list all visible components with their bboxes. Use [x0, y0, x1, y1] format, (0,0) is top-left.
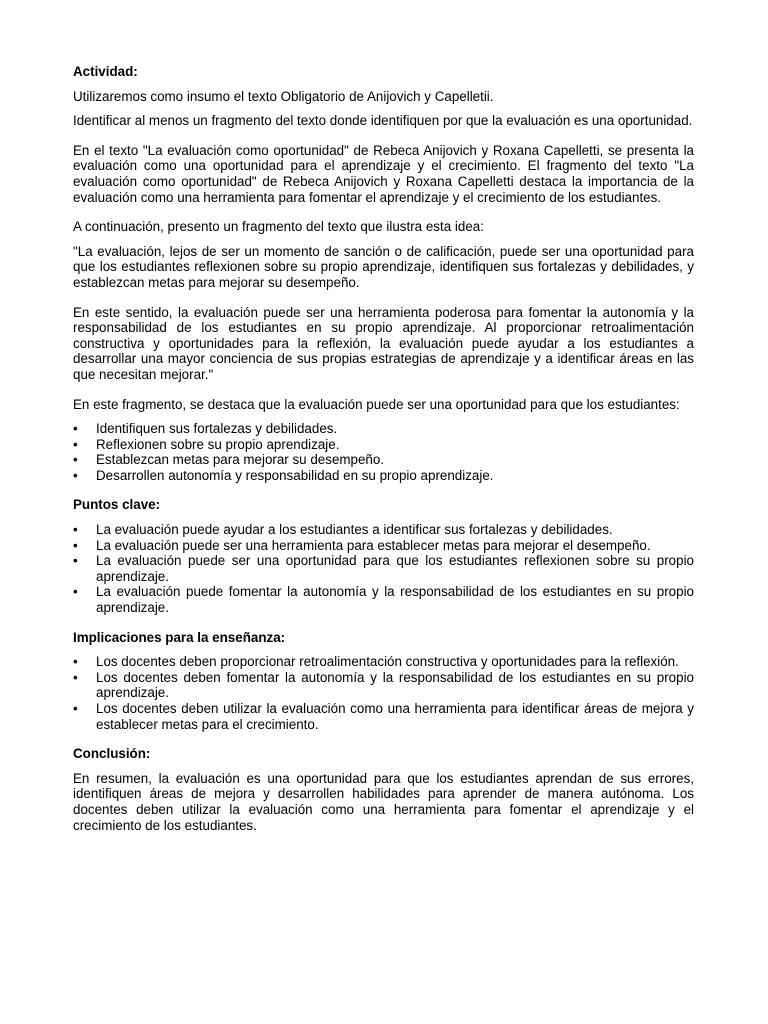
conclusion-heading: Conclusión: [73, 746, 151, 762]
quote-paragraph-1: "La evaluación, lejos de ser un momento de sanción o de calificación, puede ser una oportunidad para que los estudiantes reflexionen sobre su propio aprendizaje, identifiquen sus fortalezas y debilidades, y establezcan metas para mejorar su desempeño. [73, 243, 694, 290]
list-item [73, 584, 694, 615]
list-item-text: La evaluación puede ayudar a los estudiantes a identificar sus fortalezas y debilidades. [96, 522, 613, 538]
list-item-text: La evaluación puede fomentar la autonomía y la responsabilidad de los estudiantes en su propio aprendizaje. [96, 584, 694, 616]
list-item-text: Reflexionen sobre su propio aprendizaje. [96, 436, 340, 452]
actividad-heading: Actividad: [73, 64, 138, 79]
bullet-icon: • [73, 421, 78, 437]
fragmento-list [73, 421, 694, 483]
bullet-icon: • [73, 701, 78, 716]
document-page [73, 64, 694, 833]
bullet-icon: • [73, 467, 78, 483]
actividad-line-1: Utilizaremos como insumo el texto Obligatorio de Anijovich y Capelletii. [73, 88, 494, 104]
fragmento-lead: En este fragmento, se destaca que la evaluación puede ser una oportunidad para que los estudiantes: [73, 396, 680, 412]
list-item [73, 654, 694, 670]
bullet-icon: • [73, 584, 78, 600]
list-item-text: La evaluación puede ser una herramienta para establecer metas para mejorar el desempeño. [96, 537, 651, 553]
bullet-icon: • [73, 669, 78, 685]
list-item-text: Desarrollen autonomía y responsabilidad en su propio aprendizaje. [96, 467, 494, 483]
list-item-text: Los docentes deben proporcionar retroalimentación constructiva y oportunidades para la reflexión. [96, 654, 679, 670]
list-item [73, 468, 694, 484]
puntos-clave-list [73, 522, 694, 616]
list-item [73, 701, 694, 732]
implicaciones-heading: Implicaciones para la enseñanza: [73, 629, 286, 645]
list-item-text: Establezcan metas para mejorar su desempeño. [96, 452, 385, 468]
bullet-icon: • [73, 436, 78, 452]
actividad-line-2: Identificar al menos un fragmento del texto donde identifiquen por que la evaluación es una oportunidad. [73, 113, 693, 129]
quote-paragraph-2: En este sentido, la evaluación puede ser una herramienta poderosa para fomentar la autonomía y la responsabilidad de los estudiantes en su propio aprendizaje. Al proporcionar retroalimentación constructiva y oportunidades para la reflexión, la evaluación puede ayudar a los estudiantes a desarrollar una mayor conciencia de sus propias estrategias de aprendizaje y a identificar áreas en las que necesitan mejorar." [73, 304, 694, 382]
list-item [73, 670, 694, 701]
puntos-clave-heading: Puntos clave: [73, 497, 161, 513]
list-item-text: Identifiquen sus fortalezas y debilidades. [96, 421, 338, 437]
list-item [73, 553, 694, 584]
bullet-icon: • [73, 537, 78, 553]
list-item [73, 421, 694, 437]
list-item [73, 538, 694, 554]
bullet-icon: • [73, 522, 78, 538]
bullet-icon: • [73, 654, 78, 670]
list-item-text: La evaluación puede ser una oportunidad para que los estudiantes reflexionen sobre su propio aprendizaje. [96, 553, 694, 584]
bullet-icon: • [73, 452, 78, 468]
list-item [73, 437, 694, 453]
list-item [73, 522, 694, 538]
implicaciones-list [73, 654, 694, 732]
intro-paragraph: En el texto "La evaluación como oportunidad" de Rebeca Anijovich y Roxana Capelletti, se presenta la evaluación como una oportunidad para el aprendizaje y el crecimiento. El fragmento del texto "La evaluación como oportunidad" de Rebeca Anijovich y Roxana Capelletti destaca la importancia de la evaluación como una herramienta para fomentar el aprendizaje y el crecimiento de los estudiantes. [73, 142, 694, 205]
list-item-text: Los docentes deben utilizar la evaluación como una herramienta para identificar áreas de mejora y establecer metas para el crecimiento. [96, 701, 694, 732]
continuacion-paragraph: A continuación, presento un fragmento del texto que ilustra esta idea: [73, 219, 484, 235]
list-item-text: Los docentes deben fomentar la autonomía y la responsabilidad de los estudiantes en su propio aprendizaje. [96, 669, 694, 701]
conclusion-paragraph: En resumen, la evaluación es una oportunidad para que los estudiantes aprendan de sus errores, identifiquen áreas de mejora y desarrollen habilidades para aprender de manera autónoma. Los docentes deben utilizar la evaluación como una herramienta para fomentar el aprendizaje y el crecimiento de los estudiantes. [73, 770, 694, 833]
bullet-icon: • [73, 553, 78, 569]
list-item [73, 452, 694, 468]
